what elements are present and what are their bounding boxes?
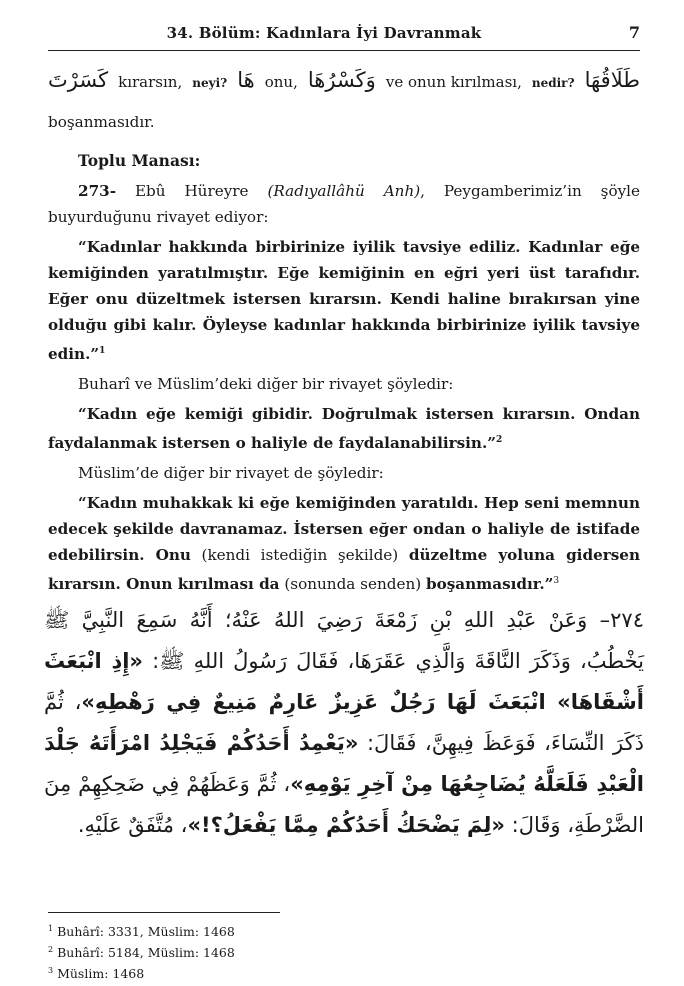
- footnote-ref: 2: [496, 435, 503, 446]
- arabic-quote: «لِمَ يَضْحَكُ أَحَدُكُمْ مِمَّا يَفْعَلُ؟!»: [187, 813, 505, 837]
- arabic-word: كَسَرْتَ: [48, 68, 109, 92]
- quote-text: “Kadınlar hakkında birbirinize iyilik tavsiye ediliz. Kadınlar eğe kemiğinden yaratılmıştır. Eğe kemiğinin en eğri yeri üst tarafıdır. Eğer onu düzeltmek istersen kırarsın. Kendi haline bırakırsan yine olduğu gibi kalır. Öyleyse kadınlar hakkında birbirinize iyilik tavsiye edin.”: [48, 238, 640, 364]
- arabic-text: ، مُتَّفَقٌ عَلَيْهِ.: [77, 813, 188, 837]
- arabic-quote: «إِذِ انْبَعَثَ أَشْقَاهَا» انْبَعَثَ لَهَا رَجُلٌ عَزِيزٌ عَارِمٌ مَنِيعٌ فِي رَهْطِهِ»: [44, 649, 645, 714]
- footnotes: [48, 920, 235, 983]
- quote-text: “Kadın eğe kemiği gibidir. Doğrulmak istersen kırarsın. Ondan faydalanmak istersen o haliyle de faydalanabilirsin.”: [48, 405, 640, 453]
- arabic-word: وَكَسْرُهَا: [307, 68, 376, 92]
- vocab-meaning: onu,: [264, 73, 298, 91]
- footnote-number: 1: [48, 924, 54, 933]
- footnote-divider: [48, 912, 280, 913]
- quote-text: boşanmasıdır.”: [425, 575, 554, 594]
- section-title: Toplu Manası:: [78, 151, 201, 170]
- footnote-text: Müslim: 1468: [57, 966, 145, 982]
- hadith-intro: [48, 178, 640, 230]
- rivayet-intro: Buharî ve Müslim’deki diğer bir rivayet şöyledir:: [78, 375, 454, 394]
- quote-text: “Kadın muhakkak ki eğe kemiğinden yaratıldı. Hep seni memnun edecek şekilde davranamaz. İstersen eğer ondan o haliyle de istifade edebilirsin. Onu: [48, 494, 640, 565]
- footnote-ref: 1: [99, 346, 106, 356]
- hadith-quote: [48, 490, 640, 597]
- arabic-word: هَا: [237, 68, 255, 92]
- vocab-continuation: boşanmasıdır.: [48, 113, 155, 131]
- vocab-meaning: ve onun kırılması,: [385, 73, 522, 91]
- quote-aside: (kendi istediğin şekilde): [201, 546, 399, 565]
- footnote-number: 3: [48, 966, 54, 976]
- chapter-title: 34. Bölüm: Kadınlara İyi Davranmak: [166, 24, 482, 42]
- quote-text: düzeltme yoluna gidersen kırarsın. Onun kırılması da: [48, 546, 640, 594]
- arabic-text: ، ثُمَّ وَعَظَهُمْ فِي ضَحِكِهِمْ مِنَ الضَّرْطَةِ، وَقَالَ:: [44, 772, 644, 837]
- vocab-meaning: kırarsın,: [118, 73, 183, 91]
- arabic-word: طَلَاقُهَا: [584, 68, 640, 92]
- hadith-quote: [48, 401, 640, 456]
- arabic-text: وَعَنْ عَبْدِ اللهِ بْنِ زَمْعَةَ رَضِيَ اللهُ عَنْهُ؛ أَنَّهُ سَمِعَ النَّبِيَّ ﷺ يَخْطُبُ، وَذَكَرَ النَّاقَةَ وَالَّذِي عَقَرَهَا، فَقَالَ رَسُولُ اللهِ ﷺ:: [44, 608, 644, 673]
- meaning-section: [48, 148, 640, 597]
- vocab-question: neyi?: [192, 76, 228, 90]
- footnote: [48, 941, 235, 962]
- vocab-section: [48, 58, 640, 135]
- arabic-hadith-number: ٢٧٤–: [599, 608, 644, 632]
- hadith-quote: [48, 234, 640, 367]
- footnote-text: Buhârî: 5184, Müslim: 1468: [57, 945, 235, 961]
- footnote-ref: 3: [553, 576, 560, 587]
- footnote-text: Buhârî: 3331, Müslim: 1468: [57, 924, 235, 940]
- rivayet-intro: Müslim’de diğer bir rivayet de şöyledir:: [78, 464, 384, 483]
- footnote: [48, 962, 235, 983]
- honorific: (Radıyallâhü Anh): [267, 182, 421, 200]
- page-number: 7: [628, 23, 640, 42]
- vocab-line: [48, 58, 640, 105]
- narrator: Ebû Hüreyre: [134, 182, 249, 200]
- vocab-question: nedir?: [531, 76, 575, 90]
- footnote-number: 2: [48, 945, 54, 955]
- arabic-hadith: [44, 600, 644, 846]
- page-header: [48, 18, 640, 51]
- arabic-quote: «يَعْمِدُ أَحَدُكُمْ فَيَجْلِدُ امْرَأَتَهُ جَلْدَ الْعَبْدِ فَلَعَلَّهُ يُضَاجِعُهَا مِنْ آخِرِ يَوْمِهِ»: [44, 731, 645, 796]
- arabic-text: ، ثُمَّ ذَكَرَ النِّسَاءَ، فَوَعَظَ فِيهِنَّ، فَقَالَ:: [44, 690, 644, 755]
- intro-text: , Peygamberimiz’in şöyle buyurduğunu rivayet ediyor:: [48, 182, 641, 226]
- hadith-number: 273-: [78, 182, 117, 200]
- quote-aside: (sonunda senden): [284, 575, 422, 594]
- footnote: [48, 920, 235, 941]
